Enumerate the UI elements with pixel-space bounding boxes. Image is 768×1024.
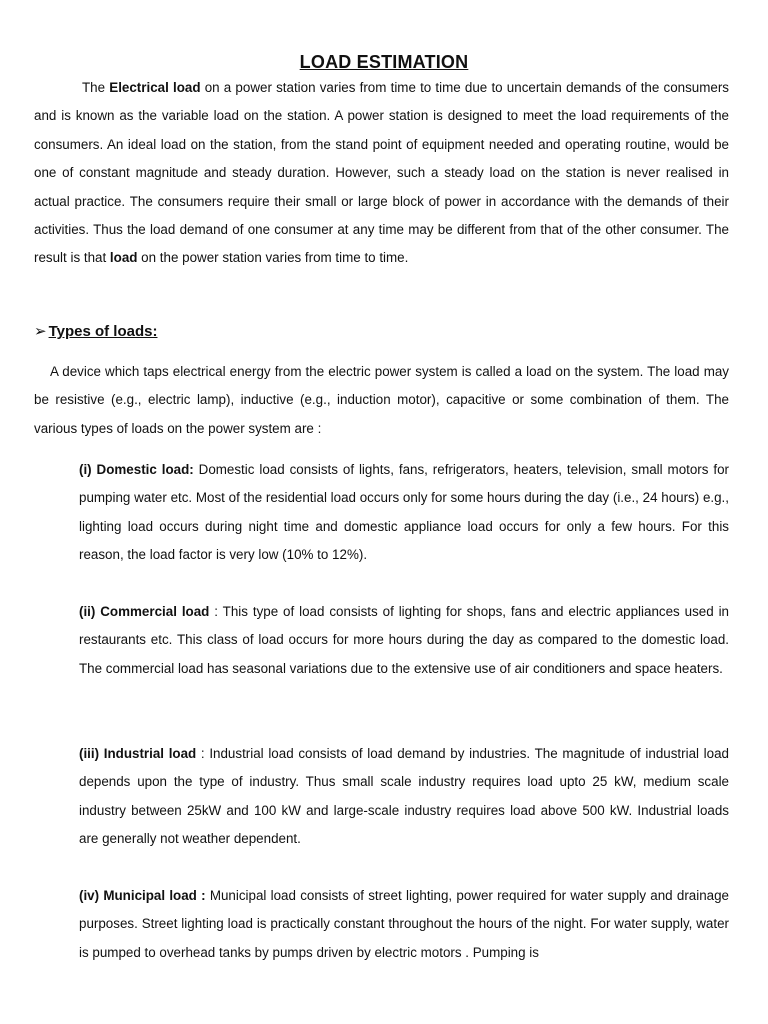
- arrow-bullet-icon: ➢: [34, 323, 47, 340]
- municipal-load-paragraph: [79, 882, 729, 967]
- industrial-load-paragraph: [79, 740, 729, 854]
- industrial-load-text: : Industrial load consists of load demand by industries. The magnitude of industrial load depends upon the type of industry. Thus small scale industry requires load upto 25 kW, medium scale industry between 25kW and 100 kW and large-scale industry requires load above 500 kW. Industrial loads are generally not weather dependent.: [79, 746, 729, 847]
- intro-bold-load: load: [109, 250, 138, 266]
- types-heading-text: Types of loads:: [48, 323, 158, 340]
- commercial-load-text: : This type of load consists of lighting for shops, fans and electric appliances used in restaurants etc. This class of load occurs for more hours during the day as compared to the domestic load. The commercial load has seasonal variations due to the extensive use of air conditioners and space heaters.: [79, 604, 730, 676]
- page-title: LOAD ESTIMATION: [299, 52, 469, 73]
- intro-body: on a power station varies from time to time due to uncertain demands of the consumers and is known as the variable load on the station. A power station is designed to meet the load requirements of the consumers. An ideal load on the station, from the stand point of equipment needed and operating routine, would be one of constant magnitude and steady duration. However, such a steady load on the station is never realised in actual practice. The consumers require their small or large block of power in accordance with the demands of their activities. Thus the load demand of one consumer at any time may be different from that of the other consumer. The result is that: [34, 80, 729, 266]
- domestic-load-paragraph: [79, 456, 729, 570]
- domestic-load-label: (i) Domestic load:: [79, 462, 194, 477]
- commercial-load-paragraph: [79, 598, 729, 683]
- intro-bold-electrical-load: Electrical load: [109, 80, 201, 95]
- industrial-load-label: (iii) Industrial load: [79, 746, 197, 761]
- domestic-load-text: Domestic load consists of lights, fans, refrigerators, heaters, television, small motors for pumping water etc. Most of the residential load occurs only for some hours during the day (i.e., 24 hours) e.g., lighting load occurs during night time and domestic appliance load occurs for only a few hours. For this reason, the load factor is very low (10% to 12%).: [79, 462, 729, 563]
- intro-tail: on the power station varies from time to time.: [137, 250, 409, 266]
- commercial-load-label: (ii) Commercial load: [79, 604, 210, 619]
- municipal-load-label: (iv) Municipal load :: [79, 888, 206, 903]
- types-intro-paragraph: A device which taps electrical energy from the electric power system is called a load on the system. The load may be resistive (e.g., electric lamp), inductive (e.g., induction motor), capacitive or some combination of them. The various types of loads on the power system are :: [34, 364, 729, 436]
- intro-lead: The: [82, 80, 110, 95]
- intro-paragraph: [34, 74, 729, 273]
- municipal-load-text: Municipal load consists of street lighting, power required for water supply and drainage purposes. Street lighting load is practically constant throughout the hours of the night. For water supply, water is pumped to overhead tanks by pumps driven by electric motors . Pumping is: [79, 888, 729, 960]
- types-of-loads-heading: [34, 322, 157, 340]
